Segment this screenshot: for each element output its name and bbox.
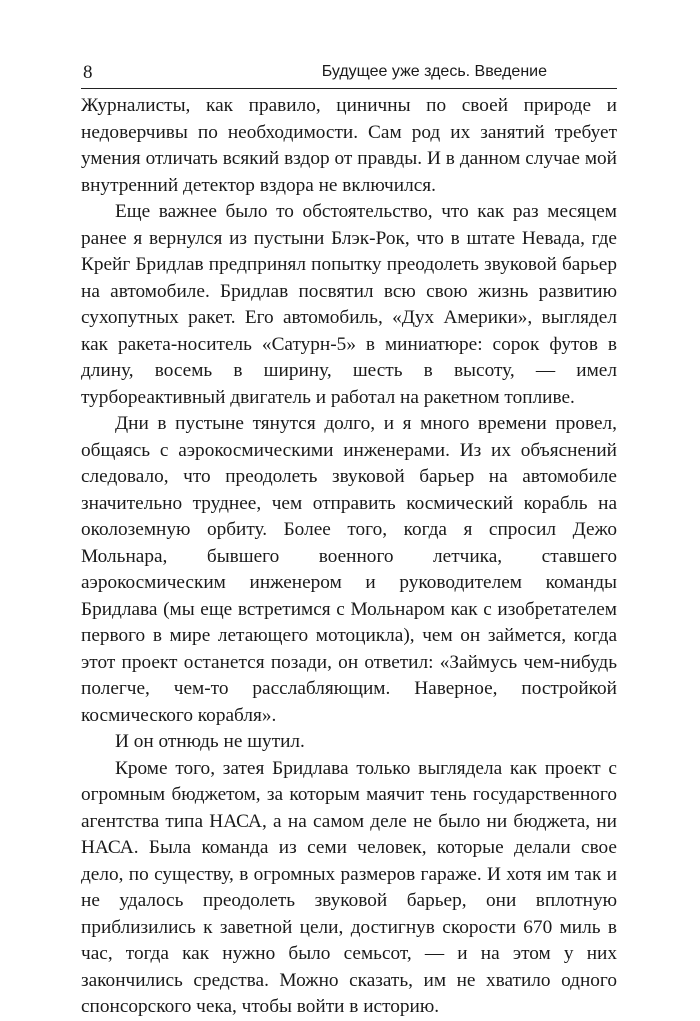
paragraph: Еще важнее было то обстоятельство, что как раз месяцем ранее я вернулся из пустыни Блэк-Рок, что в штате Невада, где Крейг Бридлав предпринял попытку преодолеть звуковой барьер на автомобиле. Бридлав посвятил всю свою жизнь развитию сухопутных ракет. Его автомобиль, «Дух Америки», выглядел как ракета-носитель «Сатурн-5» в миниатюре: сорок футов в длину, восемь в ширину, шесть в высоту, — имел турбореактивный двигатель и работал на ракетном топливе. [81,201,617,408]
book-page [81,60,617,1021]
page-number: 8 [83,62,93,83]
running-title: Будущее уже здесь. Введение [321,63,547,80]
paragraph: И он отнюдь не шутил. [115,731,305,752]
body-text [81,93,617,1021]
paragraph: Кроме того, затея Бридлава только выглядела как проект с огромным бюджетом, за которым маячит тень государственного агентства типа НАСА, а на самом деле не было ни бюджета, ни НАСА. Была команда из семи человек, которые делали свое дело, по существу, в огромных размеров гараже. И хотя им так и не удалось преодолеть звуковой барьер, они вплотную приблизились к заветной цели, достигнув скорости 670 миль в час, тогда как нужно было семьсот, — и на этом у них закончились средства. Можно сказать, им не хватило одного спонсорского чека, чтобы войти в историю. [81,757,617,1017]
paragraph: Журналисты, как правило, циничны по своей природе и недоверчивы по необходимости. Сам род их занятий требует умения отличать всякий вздор от правды. И в данном случае мой внутренний детектор вздора не включился. [81,95,617,196]
paragraph: Дни в пустыне тянутся долго, и я много времени провел, общаясь с аэрокосмическими инженерами. Из их объяснений следовало, что преодолеть звуковой барьер на автомобиле значительно труднее, чем отправить космический корабль на околоземную орбиту. Более того, когда я спросил Дежо Мольнара, бывшего военного летчика, ставшего аэрокосмическим инженером и руководителем команды Бридлава (мы еще встретимся с Мольнаром как с изобретателем первого в мире летающего мотоцикла), чем он займется, когда этот проект останется позади, он ответил: «Займусь чем-нибудь полегче, чем-то расслабляющим. Наверное, постройкой космического корабля». [81,413,617,726]
page-header [81,60,617,89]
